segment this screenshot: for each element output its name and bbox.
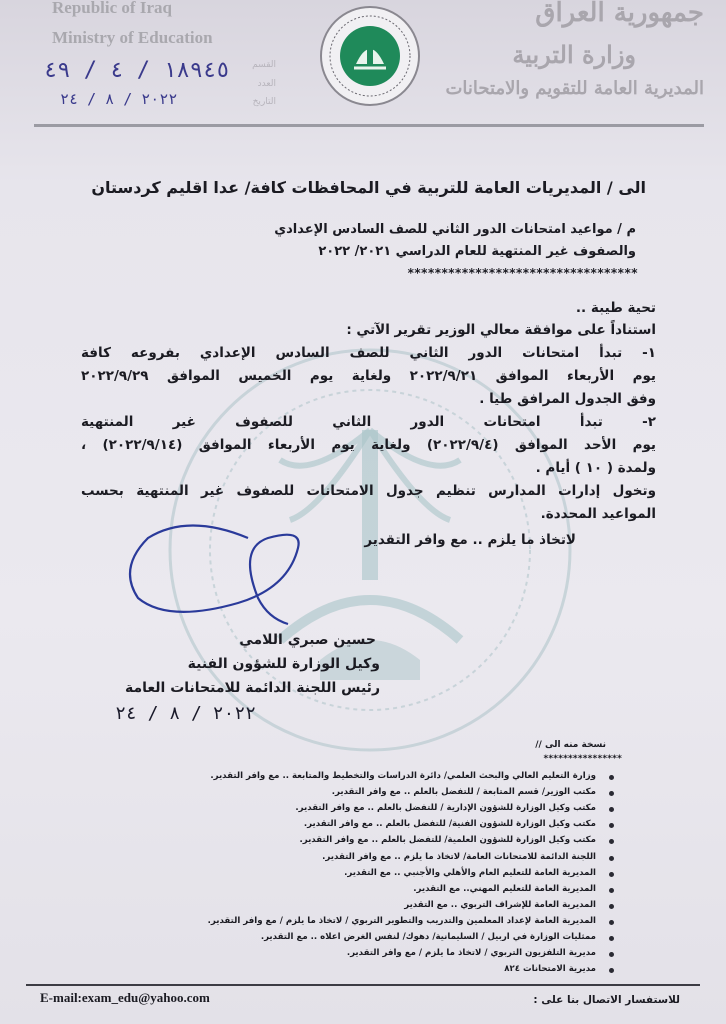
copies-heading: نسخة منه الى //	[535, 740, 606, 750]
subject-line-2: والصفوف غير المنتهية للعام الدراسي ٢٠٢١/ ٢٠٢٢	[318, 244, 636, 259]
copies-list-item: المديرية العامة لإعداد المعلمين والتدريب والتطوير التربوي / لاتخاذ ما يلزم / مع وافر التقدير.	[207, 915, 596, 926]
copies-bullet	[609, 920, 614, 925]
item1-line2: يوم الأربعاء الموافق ٢٠٢٢/٩/٢١ ولغاية يوم الخميس الموافق ٢٠٢٢/٩/٢٩	[81, 368, 656, 384]
closing-line1: وتخول إدارات المدارس تنظيم جدول الامتحانات للصفوف غير المنتهية بحسب	[81, 483, 656, 499]
copies-list-item: مكتب وكيل الوزارة للشؤون الفنية/ للتفضل بالعلم .. مع وافر التقدير.	[303, 819, 596, 830]
copies-bullet	[609, 856, 614, 861]
copies-bullet	[609, 872, 614, 877]
item2-line1: ٢- تبدأ امتحانات الدور الثاني للصفوف غير المنتهية	[81, 414, 656, 430]
regards-line: لاتخاذ ما يلزم .. مع وافر التقدير	[364, 532, 576, 548]
copies-bullet	[609, 823, 614, 828]
copies-list-item: المديرية العامة للإشراف التربوي .. مع التقدير	[404, 899, 596, 910]
copies-list-item: مديرية الامتحانات ٨٢٤	[504, 964, 596, 975]
signature-date: ٢٠٢٢ / ٨ / ٢٤	[115, 703, 256, 724]
signatory-name: حسين صبري اللامي	[239, 632, 376, 648]
reference-date: ٢٠٢٢ / ٨ / ٢٤	[60, 90, 178, 108]
header-ar-republic: جمهورية العراق	[535, 0, 704, 28]
copies-bullet	[609, 952, 614, 957]
copies-bullet	[609, 936, 614, 941]
copies-bullet	[609, 839, 614, 844]
copies-bullet	[609, 775, 614, 780]
label-number: العدد	[257, 79, 276, 89]
item1-line3: وفق الجدول المرافق طيا .	[479, 391, 656, 407]
copies-list-item: مديرية التلفزيون التربوي / لاتخاذ ما يلزم / مع وافر التقدير.	[346, 948, 596, 959]
signatory-title-2: رئيس اللجنة الدائمة للامتحانات العامة	[124, 680, 380, 696]
item1-line1: ١- تبدأ امتحانات الدور الثاني للصف السادس الإعدادي بفروعه كافة	[81, 345, 656, 361]
header-divider	[34, 124, 704, 127]
intro-line: استناداً على موافقة معالي الوزير تقرير الآتي :	[346, 322, 656, 338]
copies-bullet	[609, 904, 614, 909]
header-en-republic: Republic of Iraq	[52, 0, 172, 17]
signature-scribble	[118, 508, 328, 628]
addressee-line: الى / المديريات العامة للتربية في المحافظات كافة/ عدا اقليم كردستان	[91, 178, 646, 197]
header-en-ministry: Ministry of Education	[52, 28, 213, 47]
subject-line-1: م / مواعيد امتحانات الدور الثاني للصف السادس الإعدادي	[274, 222, 636, 237]
copies-bullet	[609, 791, 614, 796]
copies-separator: ****************	[543, 754, 622, 764]
copies-list-item: ممثليات الوزارة في اربيل / السليمانية/ دهوك/ لنفس الغرض اعلاه .. مع التقدير.	[260, 932, 596, 942]
item2-line2: يوم الأحد الموافق (٢٠٢٢/٩/٤) ولغاية يوم الأربعاء الموافق (٢٠٢٢/٩/١٤) ،	[81, 437, 656, 453]
footer-contact-label: للاستفسار الاتصال بنا على :	[533, 994, 680, 1006]
closing-line2: المواعيد المحددة.	[540, 506, 656, 522]
copies-list-item: مكتب الوزير/ قسم المتابعة / للتفضل بالعلم .. مع وافر التقدير.	[331, 787, 596, 798]
copies-list-item: المديرية العامة للتعليم العام والأهلي والأجنبي .. مع التقدير.	[344, 867, 596, 878]
label-department: القسم	[252, 60, 276, 70]
header-ar-ministry: وزارة التربية	[512, 40, 636, 69]
copies-list-item: وزارة التعليم العالي والبحث العلمي/ دائرة الدراسات والتخطيط والمتابعة .. مع وافر التقدير.	[210, 771, 596, 781]
copies-list-item: اللجنة الدائمة للامتحانات العامة/ لاتخاذ ما يلزم .. مع وافر التقدير.	[322, 851, 596, 862]
copies-list-item: المديرية العامة للتعليم المهني.. مع التقدير.	[413, 883, 596, 894]
subject-separator: **********************************	[407, 266, 638, 280]
header-ar-directorate: المديرية العامة للتقويم والامتحانات	[445, 78, 704, 99]
copies-list-item: مكتب وكيل الوزارة للشؤون العلمية/ للتفضل بالعلم .. مع وافر التقدير.	[299, 835, 596, 846]
copies-bullet	[609, 968, 614, 973]
greeting: تحية طيبة ..	[575, 300, 656, 316]
footer-divider	[26, 984, 700, 986]
label-date: التاريخ	[252, 97, 276, 107]
copies-list-item: مكتب وكيل الوزارة للشؤون الإدارية / للتفضل بالعلم .. مع وافر التقدير.	[295, 803, 596, 814]
ministry-emblem-icon	[318, 4, 422, 108]
reference-number: ١٨٩٤٥ / ٤ / ٤٩	[44, 58, 230, 83]
item2-line3: ولمدة ( ١٠ ) أيام .	[535, 460, 656, 476]
copies-bullet	[609, 807, 614, 812]
signatory-title-1: وكيل الوزارة للشؤون الفنية	[187, 656, 380, 672]
footer-email: E-mail:exam_edu@yahoo.com	[40, 990, 210, 1005]
copies-bullet	[609, 888, 614, 893]
